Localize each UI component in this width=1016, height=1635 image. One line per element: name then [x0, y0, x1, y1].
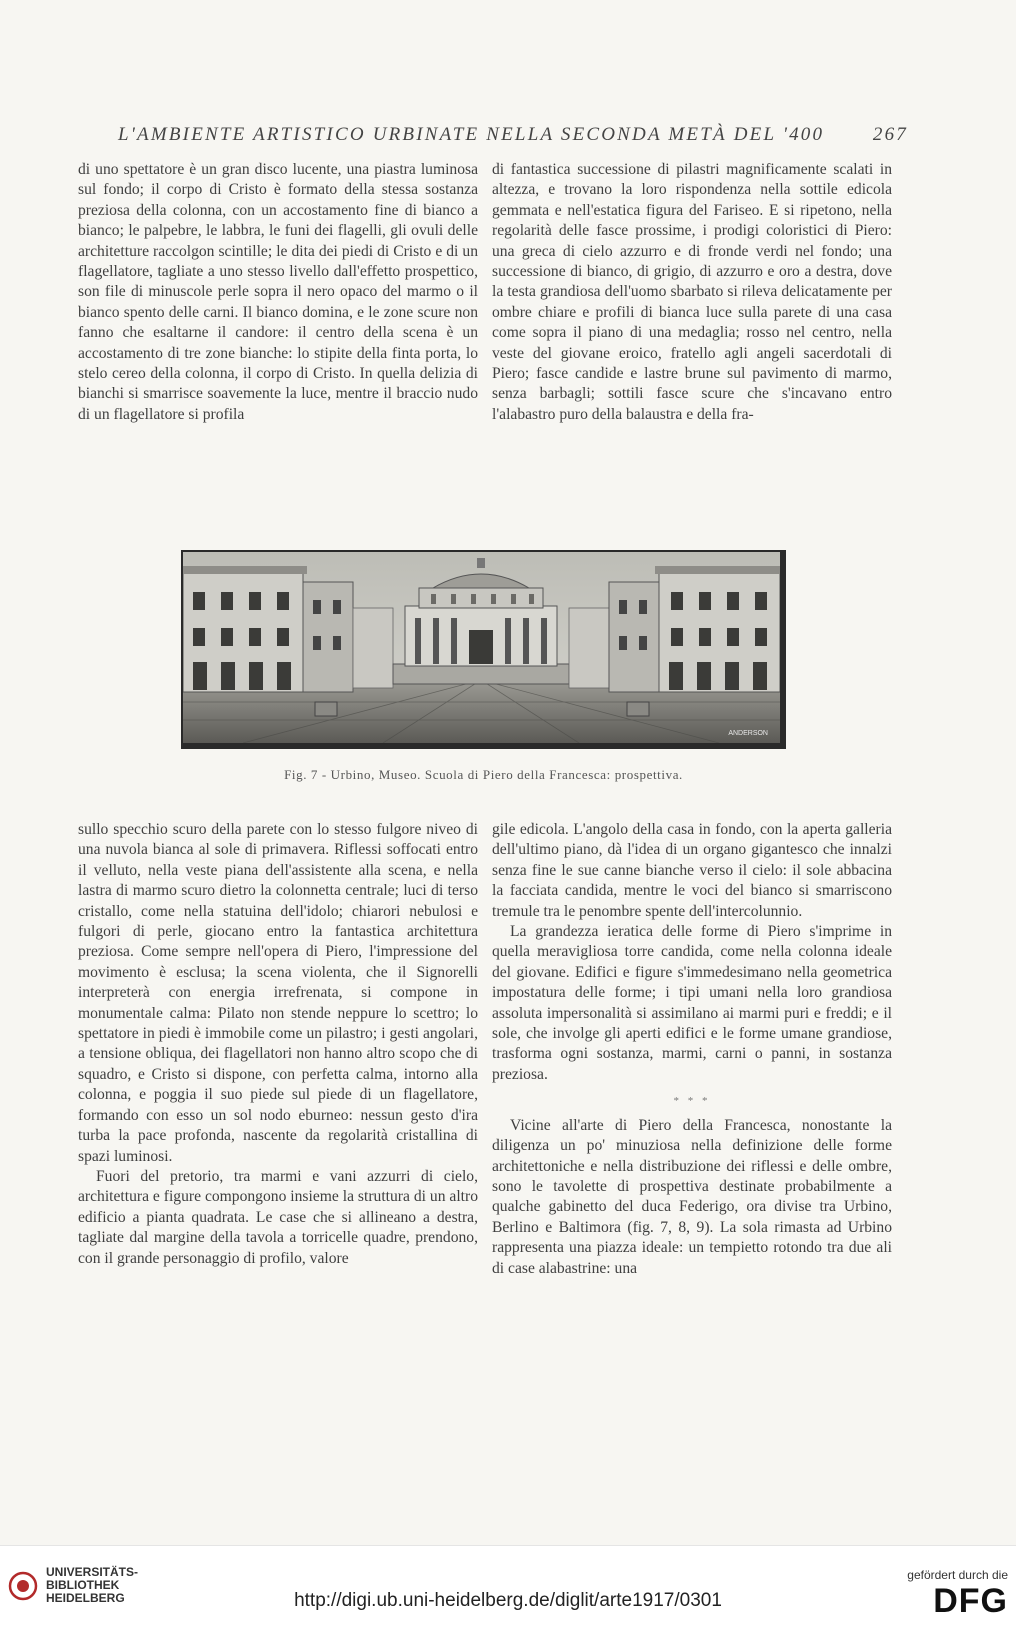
- column-top-right: [492, 160, 892, 425]
- dfg-logo: DFG: [933, 1582, 1008, 1620]
- library-name-line: BIBLIOTHEK: [46, 1578, 120, 1592]
- ideal-city-illustration: [183, 552, 780, 743]
- running-title: L'AMBIENTE ARTISTICO URBINATE NELLA SECONDA METÀ DEL '400: [118, 124, 825, 145]
- digitization-footer: [0, 1545, 1016, 1635]
- paragraph: gile edicola. L'angolo della casa in fondo, con la aperta galleria dell'ultimo piano, dà l'idea di un organo gigantesco che innalzi senza fine le sue canne bianche verso il cielo: il sole abbacina la facciata candida, mentre le voci del bianco si smarriscono tremule tra le penombre spente dell'intercolunnio.: [492, 821, 892, 920]
- figure-ideal-city: [181, 550, 786, 749]
- funded-by-label: gefördert durch die: [907, 1568, 1008, 1582]
- library-name-line: UNIVERSITÄTS-: [46, 1565, 139, 1579]
- paragraph: di fantastica successione di pilastri magnificamente scalati in altezza, e trovano la loro rispondenza nella sottile edicola gemmata e nell'estatica figura del Fariseo. E si ripetono, nella regolarità delle fasce prossime, i prodigi coloristici di Piero: una greca di cielo azzurro e di fronde verdi nel fondo; una successione di bianco, di grigio, di azzurro e oro a destra, dove la testa grandiosa dell'uomo sbarbato si rileva delicatamente per ombre chiare e profili di bianca luce sulla parete di una casa come sopra il piano di una medaglia; rosso nel centro, nella veste del giovane eroico, fratello agli angeli sacerdotali di Piero; fasce candide e lastre brune sul pavimento di marmo, senza barbagli; sottili fasce scure che s'incavano entro l'alabastro puro della balaustra e della fra-: [492, 161, 892, 423]
- funder-block: [907, 1568, 1008, 1620]
- paragraph: di uno spettatore è un gran disco lucente, una piastra luminosa sul fondo; il corpo di Cristo è formato della stessa sostanza preziosa della colonna, con un accostamento fine di bianco a bianco; le palpebre, le labbra, le funi dei flagelli, gli ovuli delle architetture raccolgon scintille; le dita dei piedi di Cristo e di un flagellatore, tagliate a uno stesso livello dall'effetto prospettico, son file di minuscole perle sopra il nero opaco del marmo o il bianco spento delle carni. Il bianco domina, e le zone scure non fanno che esaltarne il candore: il centro della scena è un accostamento di tre zone bianche: lo stipite della finta porta, lo stelo cereo della colonna, il corpo di Cristo. In quella delizia di bianchi si smarrisce soavemente la luce, mentre il braccio nudo di un flagellatore si profila: [78, 161, 478, 423]
- library-name-line: HEIDELBERG: [46, 1591, 125, 1605]
- page-number: 267: [872, 124, 908, 145]
- source-url-link[interactable]: http://digi.ub.uni-heidelberg.de/diglit/arte1917/0301: [294, 1590, 722, 1611]
- section-separator: * * *: [673, 1095, 711, 1108]
- column-top-left: [78, 160, 478, 425]
- paragraph: Vicine all'arte di Piero della Francesca, nonostante la diligenza un po' minuziosa nella definizione delle forme architettoniche e nella distribuzione dei riflessi e delle ombre, sono le tavolette di prospettiva destinate probabilmente a qualche gabinetto del duca Federigo, ora divise tra Urbino, Berlino e Baltimora (fig. 7, 8, 9). La sola rimasta ad Urbino rappresenta una piazza ideale: un tempietto rotondo tra due ali di case alabastrine: una: [492, 1116, 892, 1277]
- column-bottom-left: [78, 820, 478, 1269]
- column-bottom-right: [492, 820, 892, 1279]
- figure-caption: Fig. 7 - Urbino, Museo. Scuola di Piero della Francesca: prospettiva.: [284, 767, 683, 782]
- paragraph: sullo specchio scuro della parete con lo stesso fulgore niveo di una nuvola bianca al sole di primavera. Riflessi soffocati entro il velluto, nella veste piana dell'assistente alla scena, e nella lastra di marmo scuro dietro la colonnetta centrale; luci di terso cristallo, come nella statuina dell'idolo; chiarori nebulosi e fulgori di perle, giocano entro la fantastica architettura preziosa. Come sempre nell'opera di Piero, l'impressione del movimento è esclusa; la scena violenta, che il Signorelli interpreterà con energia irrefrenata, si compone in monumentale calma: Pilato non stende neppure lo scettro; lo spettatore in piedi è immobile come un pilastro; i gesti angolari, a tensione obliqua, dei flagellatori non hanno altro scopo che di squadro, e Cristo si dispone, con perfetta calma, intorno alla colonna, e poggia il suo piede sul piede di un flagellatore, formando con esso un sol nodo eburneo: nessun gesto d'ira turba la pace profonda, nascente da regolarità cristallina di spazi luminosi.: [78, 821, 478, 1165]
- photo-credit: ANDERSON: [728, 730, 768, 737]
- paragraph: La grandezza ieratica delle forme di Piero s'imprime in quella meravigliosa torre candida, come nella colonna ideale del giovane. Edifici e figure s'immedesimano nella geometrica impostatura delle forme; i tipi umani nella loro grandiosa assoluta impersonalità si assimilano ai marmi puri e freddi; e il sole, che involge gli aperti edifici e le forme umane grandiose, trasforma ogni sostanza, marmi, carni o panni, in sostanza preziosa.: [492, 923, 892, 1083]
- running-head: [118, 124, 908, 146]
- paragraph: Fuori del pretorio, tra marmi e vani azzurri di cielo, architettura e figure compongono insieme la struttura di un altro edificio a pianta quadrata. Le case che si allineano a destra, tagliate dal margine della tavola a torricelle quadre, prendono, con il grande personaggio di profilo, valore: [78, 1167, 478, 1267]
